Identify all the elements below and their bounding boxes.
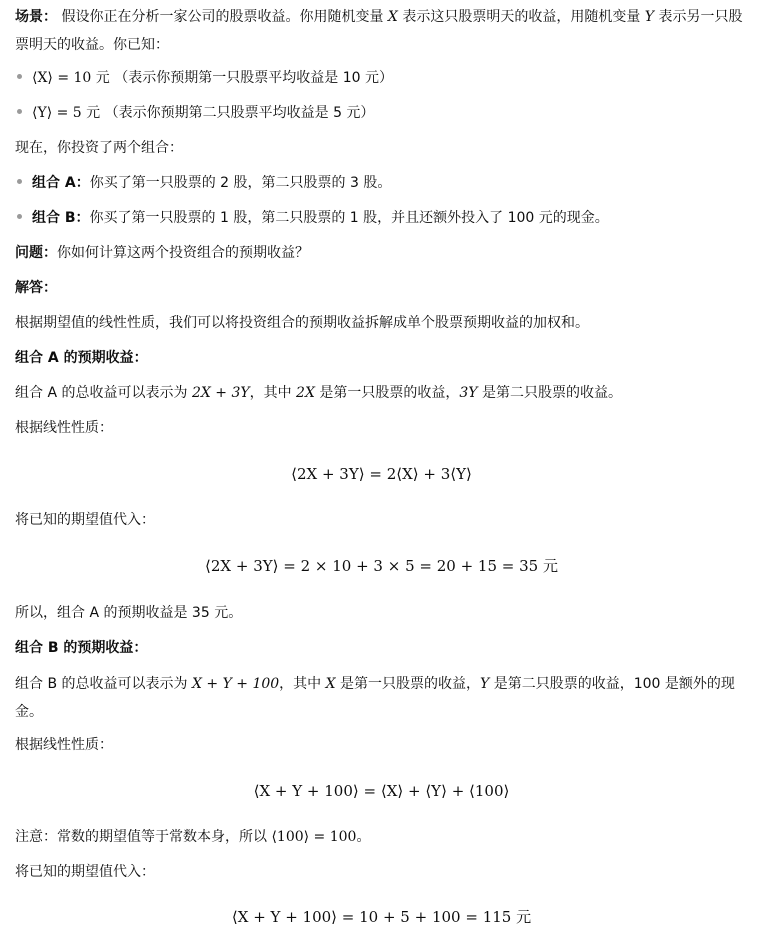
scenario-var-y: Y bbox=[644, 9, 655, 25]
portfolio-a-text: 你买了第一只股票的 2 股，第二只股票的 3 股。 bbox=[89, 175, 392, 191]
section-b-substitute-label: 将已知的期望值代入： bbox=[15, 864, 155, 880]
section-a-math-3y: 3Y bbox=[459, 385, 478, 401]
section-a-heading: 组合 A 的预期收益： bbox=[15, 350, 148, 366]
section-b-math-y: Y bbox=[480, 676, 490, 692]
scenario-label: 场景： bbox=[15, 9, 57, 25]
section-b-equation-1: ⟨X + Y + 100⟩ = ⟨X⟩ + ⟨Y⟩ + ⟨100⟩ bbox=[253, 782, 510, 800]
intro-paragraph: 根据期望值的线性性质，我们可以将投资组合的预期收益拆解成单个股票预期收益的加权和。 bbox=[15, 315, 589, 331]
bullet-dot bbox=[17, 179, 22, 184]
section-b-note bbox=[15, 824, 749, 851]
scenario-paragraph bbox=[15, 3, 749, 59]
known-math-x: ⟨X⟩ = 10 bbox=[32, 70, 92, 86]
scenario-var-x: X bbox=[387, 9, 398, 25]
section-a-desc-d: 是第二只股票的收益。 bbox=[477, 385, 622, 401]
portfolio-item-a bbox=[17, 170, 391, 197]
invest-intro: 现在，你投资了两个组合： bbox=[15, 140, 183, 156]
known-item-y bbox=[17, 100, 374, 127]
scenario-text-c: 表示另一只股票明天的收益。你已知： bbox=[15, 9, 743, 53]
section-b-heading: 组合 B 的预期收益： bbox=[15, 640, 148, 656]
portfolio-a-label: 组合 A： bbox=[32, 175, 90, 191]
portfolio-b-label: 组合 B： bbox=[32, 210, 90, 226]
question-label: 问题： bbox=[15, 245, 57, 261]
known-item-x bbox=[17, 65, 393, 92]
question bbox=[15, 240, 749, 267]
portfolio-b-text: 你买了第一只股票的 1 股，第二只股票的 1 股，并且还额外投入了 100 元的现金。 bbox=[89, 210, 609, 226]
bullet-dot bbox=[17, 214, 22, 219]
section-b-note-a: 注意：常数的期望值等于常数本身，所以 bbox=[15, 829, 272, 845]
known-math-y: ⟨Y⟩ = 5 bbox=[32, 105, 82, 121]
portfolio-item-b bbox=[17, 205, 609, 232]
section-b-description bbox=[15, 670, 749, 726]
section-b-equation-2: ⟨X + Y + 100⟩ = 10 + 5 + 100 = 115 元 bbox=[231, 908, 532, 926]
section-b-desc-a: 组合 B 的总收益可以表示为 bbox=[15, 676, 192, 692]
bullet-dot bbox=[17, 109, 22, 114]
section-b-desc-b: ，其中 bbox=[279, 676, 326, 692]
section-a-equation-1: ⟨2X + 3Y⟩ = 2⟨X⟩ + 3⟨Y⟩ bbox=[291, 465, 472, 483]
section-b-note-math: ⟨100⟩ = 100 bbox=[271, 829, 357, 845]
section-b-desc-c: 是第一只股票的收益， bbox=[335, 676, 481, 692]
section-b-desc-d: 是第二只股票的收益，100 是额外的现金。 bbox=[15, 676, 735, 720]
section-a-desc-a: 组合 A 的总收益可以表示为 bbox=[15, 385, 192, 401]
section-a-math-2x: 2X bbox=[296, 385, 315, 401]
section-a-description bbox=[15, 380, 749, 407]
section-b-math-x: X bbox=[325, 676, 336, 692]
bullet-dot bbox=[17, 74, 22, 79]
section-b-note-b: 。 bbox=[356, 829, 371, 845]
known-text-y: 元 （表示你预期第二只股票平均收益是 5 元） bbox=[81, 105, 375, 121]
section-a-conclusion: 所以，组合 A 的预期收益是 35 元。 bbox=[15, 605, 243, 621]
scenario-text-b: 表示这只股票明天的收益，用随机变量 bbox=[397, 9, 645, 25]
section-b-linear-label: 根据线性性质： bbox=[15, 737, 113, 753]
section-a-substitute-label: 将已知的期望值代入： bbox=[15, 512, 155, 528]
answer-label: 解答： bbox=[15, 280, 57, 296]
section-a-desc-c: 是第一只股票的收益， bbox=[314, 385, 460, 401]
section-a-math-total: 2X + 3Y bbox=[191, 385, 250, 401]
section-b-math-total: X + Y + 100 bbox=[191, 676, 280, 692]
question-text: 你如何计算这两个投资组合的预期收益？ bbox=[57, 245, 309, 261]
known-text-x: 元 （表示你预期第一只股票平均收益是 10 元） bbox=[91, 70, 393, 86]
scenario-text-a: 假设你正在分析一家公司的股票收益。你用随机变量 bbox=[61, 9, 388, 25]
section-a-linear-label: 根据线性性质： bbox=[15, 420, 113, 436]
section-a-desc-b: ，其中 bbox=[249, 385, 297, 401]
section-a-equation-2: ⟨2X + 3Y⟩ = 2 × 10 + 3 × 5 = 20 + 15 = 35 元 bbox=[205, 557, 558, 575]
